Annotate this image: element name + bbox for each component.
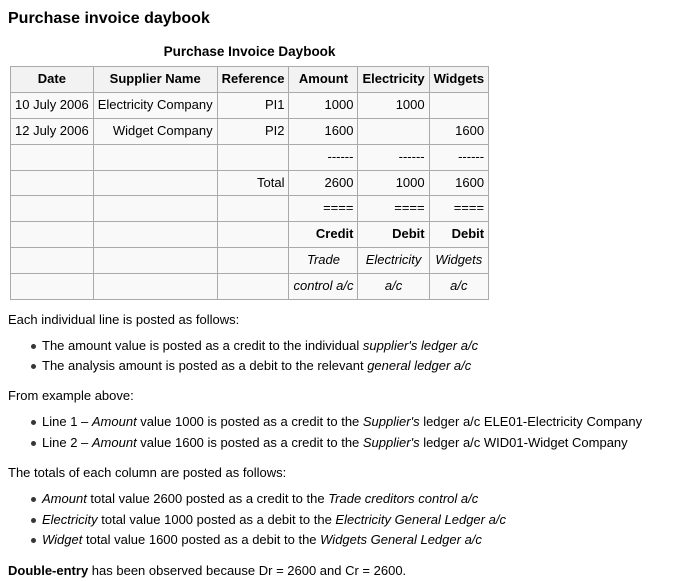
col-header-widgets: Widgets — [429, 67, 488, 93]
cell-empty — [93, 222, 217, 248]
list-item — [42, 434, 670, 453]
cell-empty — [11, 144, 94, 170]
cell-empty — [93, 144, 217, 170]
paragraph-example-intro: From example above: — [8, 388, 134, 404]
cell-empty — [11, 222, 94, 248]
cell-widgets — [429, 93, 488, 119]
cell-empty — [11, 196, 94, 222]
table-row-account-suffix — [11, 273, 489, 299]
text-segment-italic: Widgets General Ledger a/c — [320, 532, 482, 548]
cell-empty — [217, 273, 289, 299]
cell-total-label: Total — [217, 170, 289, 196]
cell-account-trade: Trade — [289, 248, 358, 274]
body-text — [8, 311, 670, 581]
cell-amount: 1000 — [289, 93, 358, 119]
cell-empty — [11, 273, 94, 299]
text-segment-italic: Amount — [91, 434, 137, 450]
text-segment-bold: Double-entry — [8, 563, 89, 579]
cell-empty — [93, 248, 217, 274]
text-segment-italic: Trade creditors control a/c — [328, 490, 479, 506]
paragraph-totals-intro: The totals of each column are posted as follows: — [8, 464, 287, 480]
text-segment: ledger a/c ELE01-Electricity Company — [419, 414, 643, 430]
table-caption: Purchase Invoice Daybook — [163, 43, 336, 59]
col-header-supplier-name: Supplier Name — [93, 67, 217, 93]
table-row-rule-dashes — [11, 144, 489, 170]
text-segment: has been observed because Dr = 2600 and Cr = 2600. — [88, 563, 407, 579]
cell-amount: 1600 — [289, 118, 358, 144]
cell-empty — [11, 170, 94, 196]
text-segment: value 1600 is posted as a credit to the — [136, 434, 363, 450]
cell-equals-rule: ==== — [429, 196, 488, 222]
text-segment-italic: general ledger a/c — [367, 358, 472, 374]
cell-electricity: 1000 — [358, 93, 429, 119]
list-item — [42, 357, 670, 376]
cell-account-electricity: Electricity — [358, 248, 429, 274]
col-header-electricity: Electricity — [358, 67, 429, 93]
text-segment-italic: Widget — [42, 532, 83, 548]
cell-empty — [93, 170, 217, 196]
list-example-lines — [8, 413, 670, 453]
text-segment-italic: supplier's ledger a/c — [362, 337, 479, 353]
cell-empty — [217, 248, 289, 274]
cell-dash-rule: ------ — [358, 144, 429, 170]
cell-dash-rule: ------ — [429, 144, 488, 170]
list-item — [42, 413, 670, 432]
table-row-account-name — [11, 248, 489, 274]
cell-credit-label: Credit — [289, 222, 358, 248]
text-segment: Line 2 – — [42, 434, 92, 450]
cell-account-control: control a/c — [289, 273, 358, 299]
cell-account-widgets: Widgets — [429, 248, 488, 274]
cell-reference: PI1 — [217, 93, 289, 119]
cell-debit-label: Debit — [429, 222, 488, 248]
text-segment: total value 2600 posted as a credit to the — [86, 490, 329, 506]
table-row-rule-equals — [11, 196, 489, 222]
col-header-date: Date — [11, 67, 94, 93]
cell-total-electricity: 1000 — [358, 170, 429, 196]
cell-supplier: Widget Company — [93, 118, 217, 144]
cell-supplier: Electricity Company — [93, 93, 217, 119]
list-item — [42, 490, 670, 509]
text-segment: The analysis amount is posted as a debit to the relevant — [42, 358, 368, 374]
text-segment-italic: Supplier's — [362, 434, 420, 450]
cell-widgets: 1600 — [429, 118, 488, 144]
paragraph-double-entry — [8, 562, 670, 581]
text-segment: Line 1 – — [42, 414, 92, 430]
table-header-row — [11, 67, 489, 93]
cell-empty — [93, 196, 217, 222]
purchase-invoice-daybook-table — [10, 42, 489, 300]
table-row-invoice-1 — [11, 93, 489, 119]
paragraph-lines-intro: Each individual line is posted as follows: — [8, 311, 240, 327]
text-segment-italic: Supplier's — [362, 414, 420, 430]
cell-account-ac: a/c — [358, 273, 429, 299]
list-item — [42, 531, 670, 550]
text-segment-italic: Electricity — [42, 511, 98, 527]
text-segment: total value 1600 posted as a debit to the — [82, 532, 321, 548]
text-segment: total value 1000 posted as a debit to the — [97, 511, 336, 527]
cell-empty — [11, 248, 94, 274]
cell-empty — [217, 144, 289, 170]
text-segment: The amount value is posted as a credit to the individual — [42, 337, 363, 353]
cell-date: 10 July 2006 — [11, 93, 94, 119]
list-line-postings — [8, 337, 670, 377]
cell-reference: PI2 — [217, 118, 289, 144]
col-header-amount: Amount — [289, 67, 358, 93]
list-total-postings — [8, 490, 670, 551]
text-segment-italic: Amount — [42, 490, 87, 506]
table-row-credit-debit — [11, 222, 489, 248]
cell-dash-rule: ------ — [289, 144, 358, 170]
col-header-reference: Reference — [217, 67, 289, 93]
cell-total-widgets: 1600 — [429, 170, 488, 196]
cell-equals-rule: ==== — [289, 196, 358, 222]
cell-debit-label: Debit — [358, 222, 429, 248]
list-item — [42, 337, 670, 356]
table-row-invoice-2 — [11, 118, 489, 144]
section-heading: Purchase invoice daybook — [8, 10, 210, 27]
text-segment: value 1000 is posted as a credit to the — [136, 414, 363, 430]
table-row-total — [11, 170, 489, 196]
text-segment-italic: Electricity General Ledger a/c — [335, 511, 506, 527]
cell-electricity — [358, 118, 429, 144]
text-segment: ledger a/c WID01-Widget Company — [419, 434, 628, 450]
cell-date: 12 July 2006 — [11, 118, 94, 144]
cell-account-ac: a/c — [429, 273, 488, 299]
cell-equals-rule: ==== — [358, 196, 429, 222]
cell-empty — [93, 273, 217, 299]
cell-total-amount: 2600 — [289, 170, 358, 196]
cell-empty — [217, 222, 289, 248]
cell-empty — [217, 196, 289, 222]
text-segment-italic: Amount — [91, 414, 137, 430]
list-item — [42, 511, 670, 530]
